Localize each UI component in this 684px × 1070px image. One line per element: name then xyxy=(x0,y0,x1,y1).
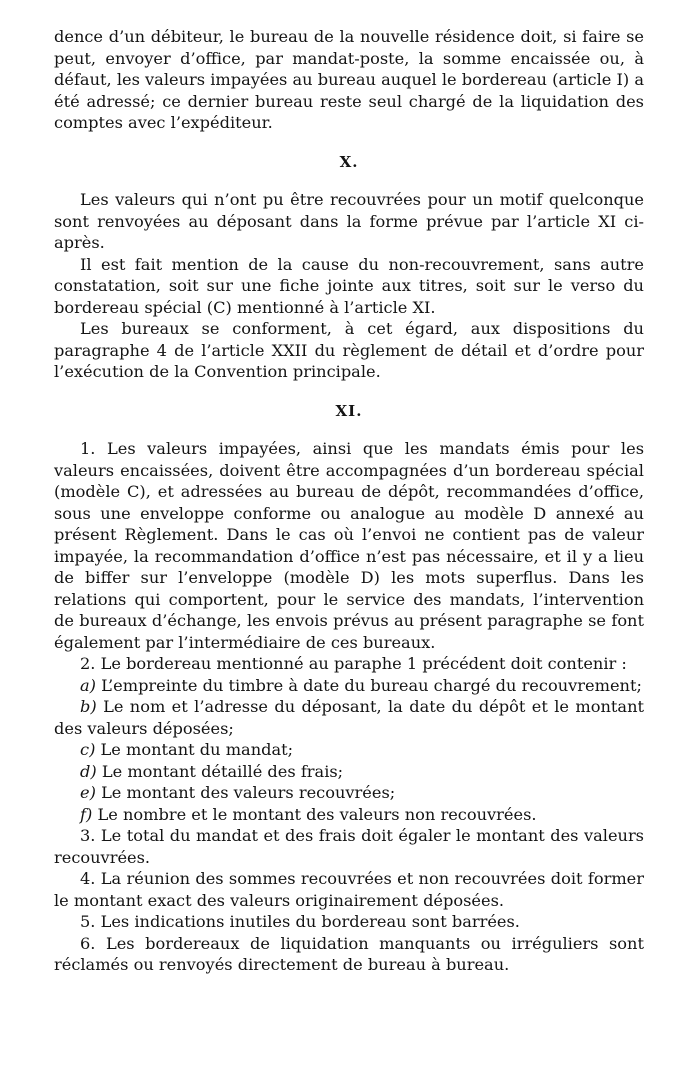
list-item-text: Le nombre et le montant des valeurs non recouvrées. xyxy=(97,804,537,824)
list-item xyxy=(54,804,644,826)
list-item xyxy=(54,761,644,783)
list-item-text: Le nom et l’adresse du déposant, la date du dépôt et le montant des valeurs déposées; xyxy=(54,697,644,738)
section-x-paragraph-3: Les bureaux se conforment, à cet égard, aux dispositions du paragraphe 4 de l’article XXII du règlement de détail et d’ordre pour l’exécution de la Convention principale. xyxy=(54,319,644,381)
list-item-text: Le montant du mandat; xyxy=(100,740,294,759)
section-x-paragraph-1: Les valeurs qui n’ont pu être recouvrées pour un motif quelconque sont renvoyées au déposant dans la forme prévue par l’article XI ci-après. xyxy=(54,190,644,252)
section-xi-paragraph-2: 2. Le bordereau mentionné au paraphe 1 précédent doit contenir : xyxy=(80,654,627,673)
list-item-letter: c) xyxy=(80,740,96,759)
section-x-heading: X. xyxy=(339,152,359,171)
list-item-text: Le montant détaillé des frais; xyxy=(101,761,344,781)
section-xi-paragraph-6: 6. Les bordereaux de liquidation manquants ou irréguliers sont réclamés ou renvoyés directement de bureau à bureau. xyxy=(54,933,644,974)
list-item xyxy=(54,675,644,697)
document-body xyxy=(54,26,644,976)
list-item-letter: e) xyxy=(80,783,96,802)
list-item xyxy=(54,782,644,804)
list-item-letter: f) xyxy=(80,804,93,824)
section-xi-paragraph-1: 1. Les valeurs impayées, ainsi que les mandats émis pour les valeurs encaissées, doivent être accompagnées d’un bordereau spécial (modèle C), et adressées au bureau de dépôt, recommandées d’office, sous une enveloppe conforme ou analogue au modèle D annexé au présent Règlement. Dans le cas où l’envoi ne contient pas de valeur impayée, la recommandation d’office n’est pas nécessaire, et il y a lieu de biffer sur l’enveloppe (modèle D) les mots superflus. Dans les relations qui comportent, pour le service des mandats, l’intervention de bureaux d’échange, les envois prévus au présent paragraphe se font également par l’intermédiaire de ces bureaux. xyxy=(54,439,644,652)
list-item-text: L’empreinte du timbre à date du bureau chargé du recouvrement; xyxy=(101,675,642,695)
section-xi-paragraph-3: 3. Le total du mandat et des frais doit égaler le montant des valeurs recouvrées. xyxy=(54,826,644,867)
list-item xyxy=(54,739,644,761)
section-xi-paragraph-4: 4. La réunion des sommes recouvrées et non recouvrées doit former le montant exact des valeurs originairement déposées. xyxy=(54,869,644,910)
section-x-paragraph-2: Il est fait mention de la cause du non-recouvrement, sans autre constatation, soit sur une fiche jointe aux titres, soit sur le verso du bordereau spécial (C) mentionné à l’article XI. xyxy=(54,254,644,317)
list-item xyxy=(54,696,644,739)
intro-paragraph: dence d’un débiteur, le bureau de la nouvelle résidence doit, si faire se peut, envoyer d’office, par mandat-poste, la somme encaissée ou, à défaut, les valeurs impayées au bureau auquel le bordereau (article I) a été adressé; ce dernier bureau reste seul chargé de la liquidation des comptes avec l’expéditeur. xyxy=(54,27,644,132)
section-xi-paragraph-5: 5. Les indications inutiles du bordereau sont barrées. xyxy=(80,912,520,931)
section-xi-heading: XI. xyxy=(335,401,363,420)
list-item-letter: a) xyxy=(80,675,96,695)
list-item-letter: d) xyxy=(80,761,97,781)
list-item-text: Le montant des valeurs recouvrées; xyxy=(101,783,396,802)
list-item-letter: b) xyxy=(80,697,97,716)
